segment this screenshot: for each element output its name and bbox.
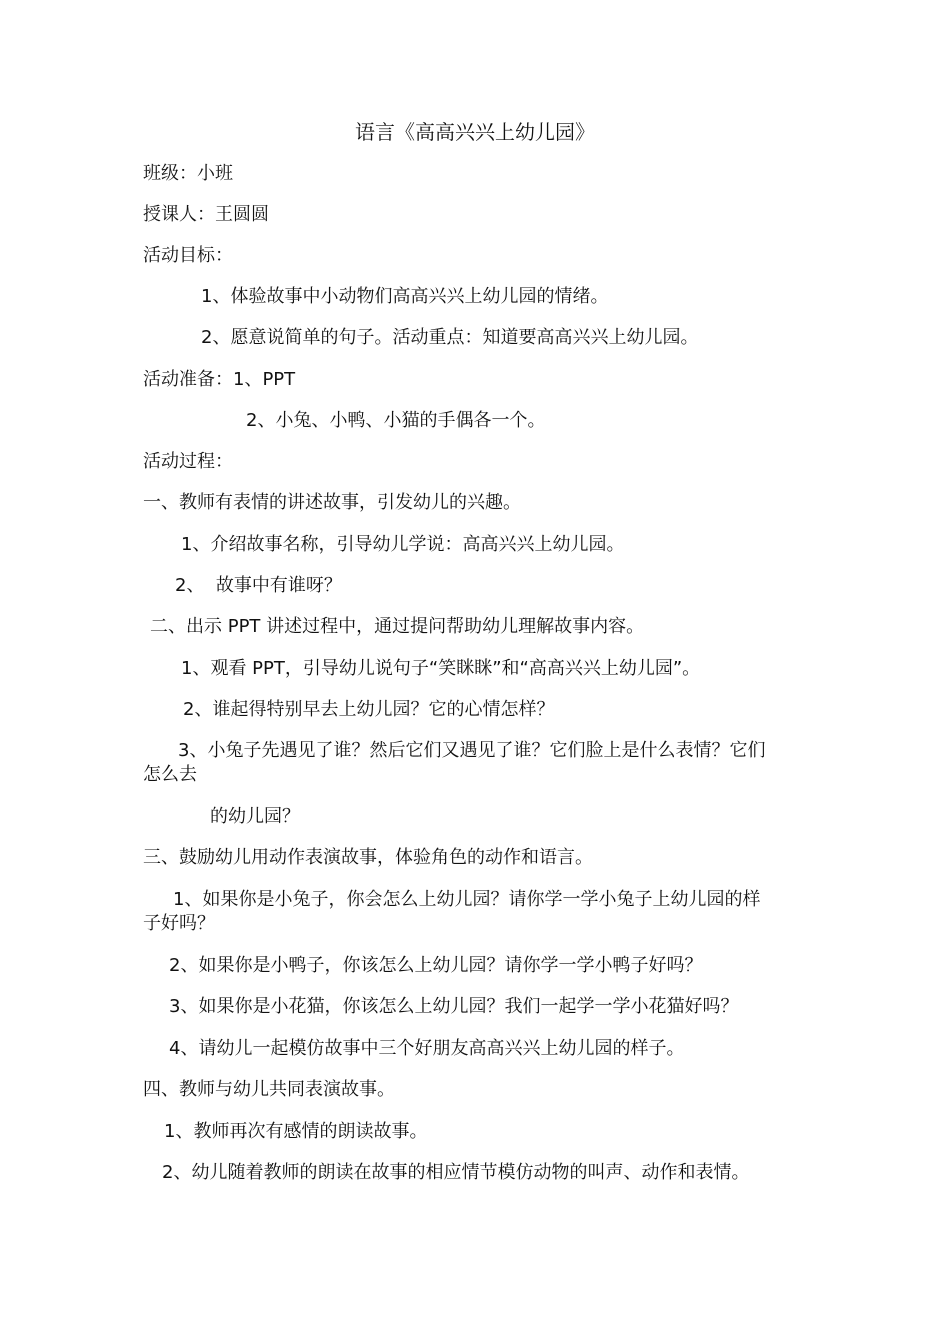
list-item-continued: 怎么去 [143,764,197,785]
prep-line: 2、小兔、小鸭、小猫的手偶各一个。 [246,410,546,431]
list-item: 2、 故事中有谁呀？ [175,575,342,596]
goal-item: 2、愿意说简单的句子。活动重点：知道要高高兴兴上幼儿园。 [201,327,699,348]
process-heading: 活动过程： [143,451,233,472]
list-item: 1、观看 PPT，引导幼儿说句子“笑眯眯”和“高高兴兴上幼儿园”。 [181,658,701,679]
list-item: 1、介绍故事名称，引导幼儿学说：高高兴兴上幼儿园。 [181,534,625,555]
section-heading: 一、教师有表情的讲述故事，引发幼儿的兴趣。 [143,492,521,513]
list-item: 3、如果你是小花猫，你该怎么上幼儿园？我们一起学一学小花猫好吗？ [169,996,739,1017]
section-heading: 四、教师与幼儿共同表演故事。 [143,1079,395,1100]
teacher-line: 授课人：王圆圆 [143,204,269,225]
goal-item: 1、体验故事中小动物们高高兴兴上幼儿园的情绪。 [201,286,609,307]
section-heading: 三、鼓励幼儿用动作表演故事，体验角色的动作和语言。 [143,847,593,868]
list-item-continued: 子好吗？ [143,913,215,934]
class-line: 班级：小班 [143,163,233,184]
list-item: 2、如果你是小鸭子，你该怎么上幼儿园？请你学一学小鸭子好吗？ [169,955,703,976]
goals-heading: 活动目标： [143,245,233,266]
list-item: 1、如果你是小兔子，你会怎么上幼儿园？请你学一学小兔子上幼儿园的样 [173,889,761,910]
list-item: 3、小兔子先遇见了谁？然后它们又遇见了谁？它们脸上是什么表情？它们 [178,740,766,761]
list-item: 4、请幼儿一起模仿故事中三个好朋友高高兴兴上幼儿园的样子。 [169,1038,685,1059]
list-item: 1、教师再次有感情的朗读故事。 [164,1121,428,1142]
document-title: 语言《高高兴兴上幼儿园》 [355,120,595,144]
list-item-continued: 的幼儿园？ [210,806,300,827]
list-item: 2、幼儿随着教师的朗读在故事的相应情节模仿动物的叫声、动作和表情。 [162,1162,750,1183]
section-heading: 二、出示 PPT 讲述过程中，通过提问帮助幼儿理解故事内容。 [150,616,645,637]
prep-line: 活动准备：1、PPT [143,369,296,390]
list-item: 2、谁起得特别早去上幼儿园？它的心情怎样？ [183,699,555,720]
